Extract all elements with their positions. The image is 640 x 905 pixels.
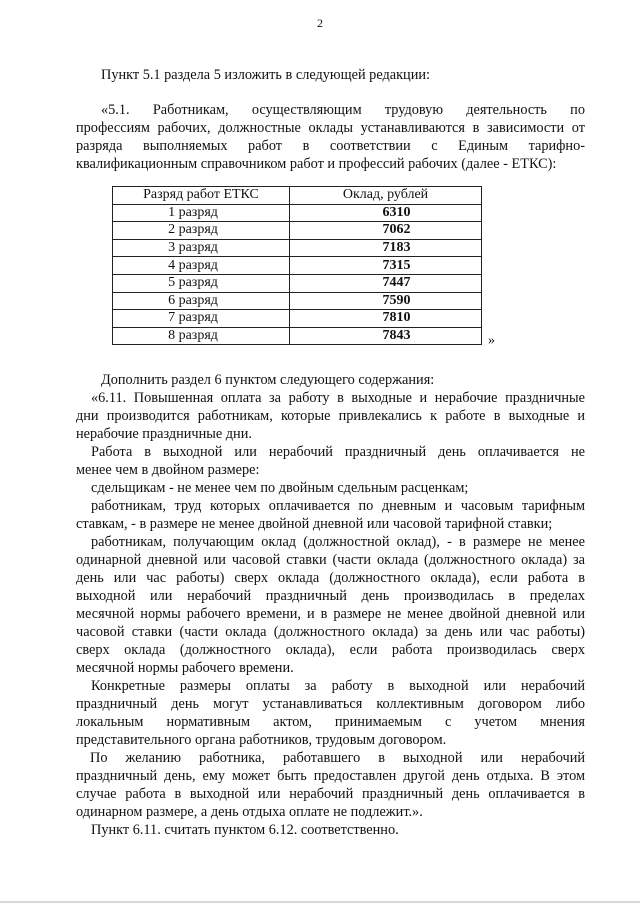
para-daily-line: работникам, труд которых оплачивается по дневным и часовым тарифным bbox=[91, 498, 585, 514]
grade-cell: 3 разряд bbox=[113, 239, 290, 257]
table-row bbox=[113, 292, 482, 310]
para-salary-line: выходной или нерабочий праздничный день производилась в пределах bbox=[76, 588, 585, 604]
para-double-line: менее чем в двойном размере: bbox=[76, 462, 260, 478]
para-5-1-line: квалификационным справочником работ и профессий рабочих (далее - ЕТКС): bbox=[76, 156, 557, 172]
para-salary-line: одинарной дневной или часовой ставки (части оклада (должностного оклада) за bbox=[76, 552, 585, 568]
grade-cell: 6 разряд bbox=[113, 292, 290, 310]
salary-cell: 6310 bbox=[290, 204, 482, 222]
para-specific-line: представительного органа работников, трудовым договором. bbox=[76, 732, 447, 748]
table-header-row bbox=[113, 187, 482, 205]
grade-cell: 2 разряд bbox=[113, 222, 290, 240]
salary-cell: 7590 bbox=[290, 292, 482, 310]
grade-cell: 5 разряд bbox=[113, 274, 290, 292]
salary-cell: 7810 bbox=[290, 310, 482, 328]
para-salary-line: часовой ставки (части оклада (должностного оклада) за день или час работы) bbox=[76, 624, 585, 640]
salary-cell: 7183 bbox=[290, 239, 482, 257]
table-row bbox=[113, 310, 482, 328]
para-specific-line: локальным нормативным актом, принимаемым с учетом мнения bbox=[76, 714, 585, 730]
para-wish-line: По желанию работника, работавшего в выходной или нерабочий bbox=[90, 750, 585, 766]
grade-cell: 7 разряд bbox=[113, 310, 290, 328]
closing-quote: » bbox=[488, 333, 495, 348]
salary-table bbox=[112, 186, 482, 345]
table-row bbox=[113, 327, 482, 345]
para-wish-line: случае работа в выходной или нерабочий праздничный день оплачивается в bbox=[76, 786, 585, 802]
para-specific-line: праздничный день могут устанавливаться коллективным договором либо bbox=[76, 696, 585, 712]
para-6-11-line: дни производится работникам, которые привлекались к работе в выходные и bbox=[76, 408, 585, 424]
para-6-11-line: «6.11. Повышенная оплата за работу в выходные и нерабочие праздничные bbox=[91, 390, 585, 406]
para-double-line: Работа в выходной или нерабочий праздничный день оплачивается не bbox=[91, 444, 585, 460]
grade-cell: 1 разряд bbox=[113, 204, 290, 222]
para-6-11-line: нерабочие праздничные дни. bbox=[76, 426, 252, 442]
salary-cell: 7447 bbox=[290, 274, 482, 292]
piece-workers-line: сдельщикам - не менее чем по двойным сдельным расценкам; bbox=[91, 480, 469, 496]
column-header-salary: Оклад, рублей bbox=[290, 187, 482, 205]
salary-cell: 7843 bbox=[290, 327, 482, 345]
para-5-1-line: профессиям рабочих, должностные оклады устанавливаются в зависимости от bbox=[76, 120, 585, 136]
para-salary-line: работникам, получающим оклад (должностной оклад), - в размере не менее bbox=[91, 534, 585, 550]
table-row bbox=[113, 222, 482, 240]
grade-cell: 8 разряд bbox=[113, 327, 290, 345]
table-row bbox=[113, 239, 482, 257]
salary-cell: 7062 bbox=[290, 222, 482, 240]
para-wish-line: праздничный день, ему может быть предоставлен другой день отдыха. В этом bbox=[76, 768, 585, 784]
column-header-grade: Разряд работ ЕТКС bbox=[113, 187, 290, 205]
table-row bbox=[113, 274, 482, 292]
intro-line: Пункт 5.1 раздела 5 изложить в следующей редакции: bbox=[101, 67, 430, 83]
page-bottom-edge bbox=[0, 901, 640, 903]
supplement-line: Дополнить раздел 6 пунктом следующего содержания: bbox=[101, 372, 435, 388]
para-salary-line: день или час работы) сверх оклада (должностного оклада), если работа в bbox=[76, 570, 585, 586]
para-5-1-line: «5.1. Работникам, осуществляющим трудовую деятельность по bbox=[101, 102, 585, 118]
para-5-1-line: разряда выполняемых работ в соответствии с Единым тарифно- bbox=[76, 138, 585, 154]
salary-cell: 7315 bbox=[290, 257, 482, 275]
para-wish-line: одинарном размере, а день отдыха оплате не подлежит.». bbox=[76, 804, 423, 820]
para-daily-line: ставкам, - в размере не менее двойной дневной или часовой тарифной ставки; bbox=[76, 516, 553, 532]
para-specific-line: Конкретные размеры оплаты за работу в выходной или нерабочий bbox=[91, 678, 585, 694]
para-salary-line: сверх оклада (должностного оклада), если работа производилась сверх bbox=[76, 642, 585, 658]
page-number: 2 bbox=[317, 16, 323, 30]
grade-cell: 4 разряд bbox=[113, 257, 290, 275]
table-row bbox=[113, 257, 482, 275]
para-salary-line: месячной нормы рабочего времени, и в размере не менее двойной дневной или bbox=[76, 606, 585, 622]
para-salary-line: месячной нормы рабочего времени. bbox=[76, 660, 294, 676]
table-row bbox=[113, 204, 482, 222]
renumber-line: Пункт 6.11. считать пунктом 6.12. соответственно. bbox=[91, 822, 399, 838]
